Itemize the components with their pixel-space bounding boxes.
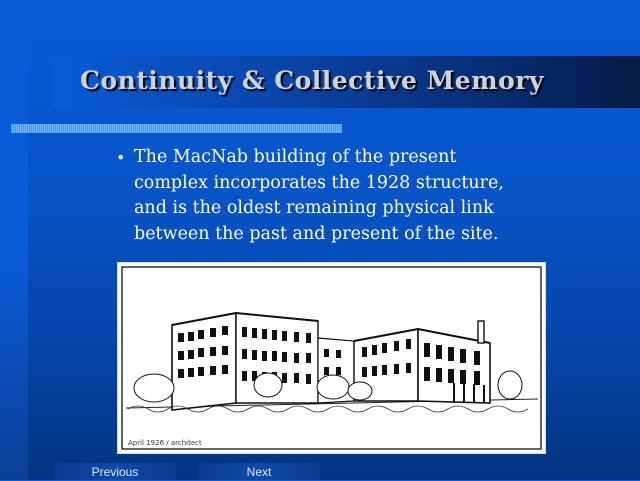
slide-title: Continuity & Collective Memory <box>80 66 544 95</box>
building-sketch-image <box>117 262 546 454</box>
bullet-item <box>116 145 586 247</box>
next-button[interactable]: Next <box>198 463 320 480</box>
building-sketch-drawing <box>118 263 545 453</box>
bullet-icon: • <box>116 148 126 167</box>
title-underline-rule <box>11 124 342 133</box>
bullet-text: The MacNab building of the present complex incorporates the 1928 structure, and is the oldest remaining physical link between the past and present of the site. <box>134 147 504 244</box>
previous-button[interactable]: Previous <box>54 463 176 480</box>
image-caption: April 1926 / architect <box>128 439 202 447</box>
left-accent-strip <box>0 0 28 480</box>
